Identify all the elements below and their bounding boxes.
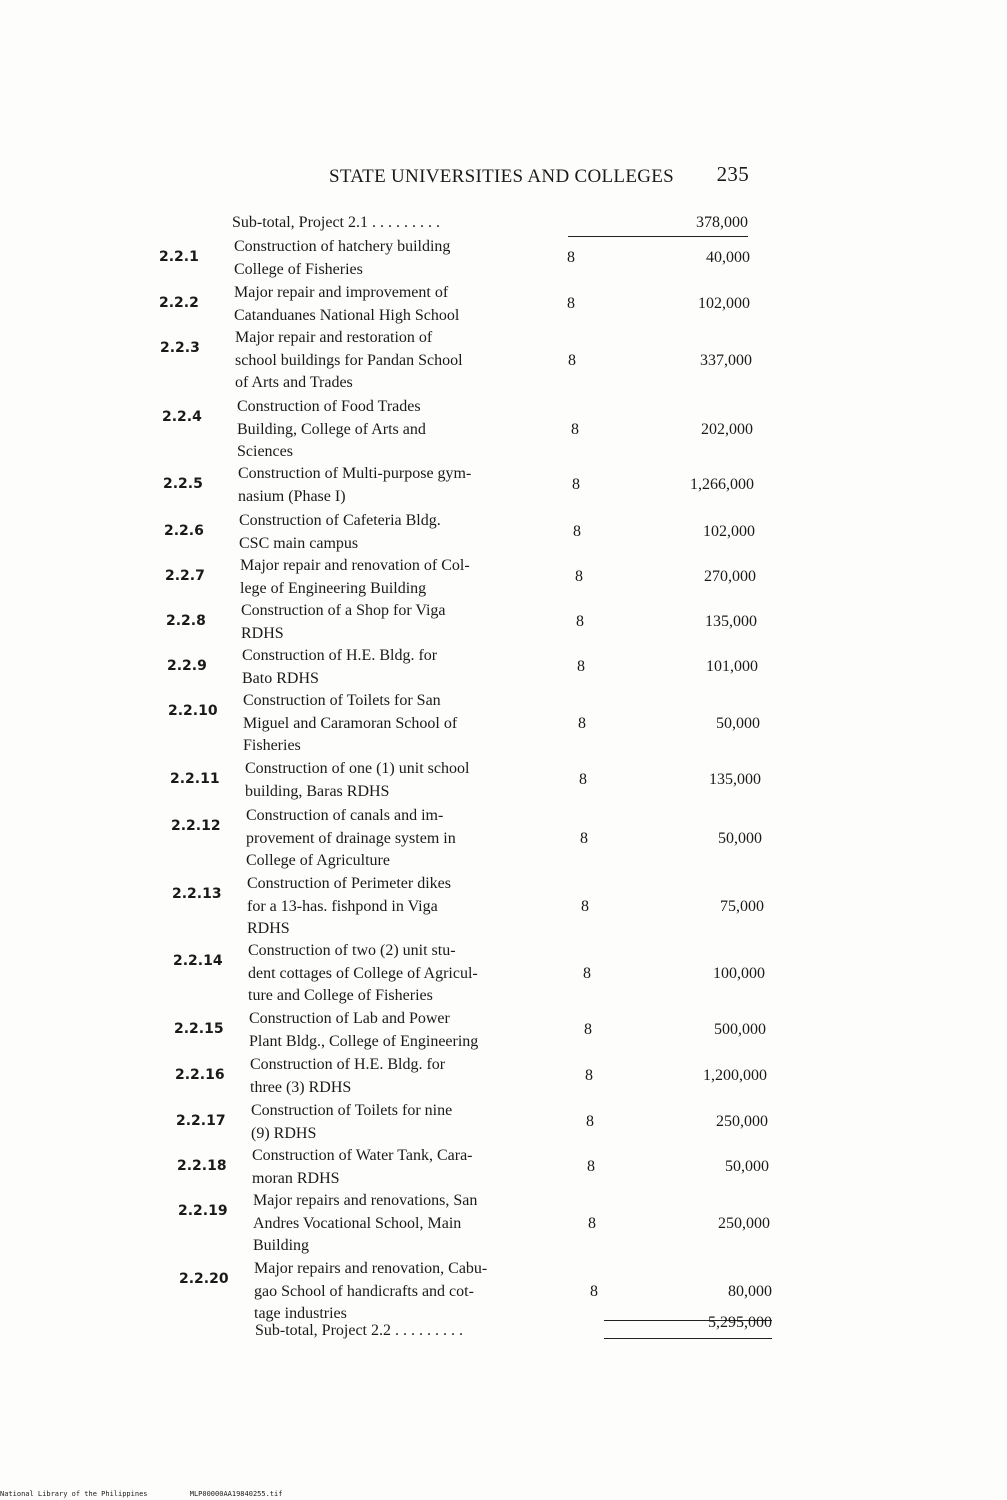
subtotal-amount: 5,295,000 [708,1314,772,1331]
library-name: National Library of the Philippines [0,1490,148,1498]
item-description-line: Sciences [237,443,293,460]
item-number: 2.2.6 [164,523,204,539]
item-code: 8 [580,830,588,847]
item-description-line: moran RDHS [252,1169,340,1187]
item-description-line: Construction of Multi-purpose gym- [238,465,472,482]
item-description-line: (9) RDHS [251,1124,317,1142]
item-description-line: dent cottages of College of Agricul- [248,964,478,982]
item-code: 8 [583,965,591,982]
item-description [237,396,537,464]
item-description-line: Major repairs and renovation, Cabu- [254,1260,488,1277]
item-description [254,1258,554,1326]
item-code: 8 [578,715,586,732]
item-number: 2.2.13 [172,886,222,902]
item-description-line: Major repair and restoration of [235,329,433,346]
item-description [253,1190,553,1258]
item-description-line: Andres Vocational School, Main [253,1214,462,1232]
item-number: 2.2.16 [175,1067,225,1083]
item-description-line: Construction of hatchery building [234,238,451,255]
subtotal-rule [604,1338,772,1339]
item-number: 2.2.18 [177,1158,227,1174]
item-description-line: of Arts and Trades [235,374,353,391]
item-description-line: RDHS [241,624,284,642]
item-amount: 100,000 [713,965,765,982]
item-number: 2.2.8 [166,613,206,629]
item-description-line: Construction of two (2) unit stu- [248,942,456,959]
subtotal-amount: 378,000 [696,214,748,231]
item-description-line: Construction of Cafeteria Bldg. [239,512,441,529]
item-amount: 80,000 [728,1283,772,1300]
item-number: 2.2.10 [168,703,218,719]
item-description [245,758,545,803]
item-number: 2.2.20 [179,1271,229,1287]
item-number: 2.2.3 [160,340,200,356]
item-code: 8 [577,657,585,675]
item-amount: 135,000 [705,612,757,630]
item-description-line: Catanduanes National High School [234,306,460,324]
item-description-line: nasium (Phase I) [238,487,346,505]
page-header [329,162,749,188]
item-amount: 500,000 [714,1020,766,1038]
item-amount: 40,000 [706,248,750,266]
item-description-line: Construction of a Shop for Viga [241,602,446,619]
item-amount: 135,000 [709,770,761,788]
item-number: 2.2.1 [159,249,199,265]
item-amount: 250,000 [716,1112,768,1130]
item-description-line: school buildings for Pandan School [235,351,463,369]
item-code: 8 [590,1283,598,1300]
item-code: 8 [586,1112,594,1130]
item-description [250,1054,550,1099]
file-name: MLP00000AA19840255.tif [189,1490,283,1498]
item-description [240,555,540,600]
item-number: 2.2.2 [159,295,199,311]
item-code: 8 [575,567,583,585]
item-number: 2.2.4 [162,409,202,425]
item-description-line: Miguel and Caramoran School of [243,714,458,732]
item-amount: 1,200,000 [703,1066,767,1084]
item-description-line: Plant Bldg., College of Engineering [249,1032,479,1050]
item-description-line: Construction of Water Tank, Cara- [252,1147,473,1164]
item-code: 8 [567,248,575,266]
item-description-line: Construction of Lab and Power [249,1010,450,1027]
item-amount: 250,000 [718,1215,770,1232]
item-number: 2.2.17 [176,1113,226,1129]
item-description [252,1145,552,1190]
item-description [238,463,538,508]
item-description [241,600,541,645]
item-description-line: RDHS [247,920,290,937]
item-amount: 50,000 [718,830,762,847]
item-description-line: building, Baras RDHS [245,782,390,800]
item-amount: 75,000 [720,898,764,915]
item-amount: 50,000 [725,1157,769,1175]
subtotal-label: Sub-total, Project 2.1 . . . . . . . . . [232,214,440,231]
item-description-line: Bato RDHS [242,669,319,687]
item-description [249,1008,549,1053]
item-description-line: Major repair and renovation of Col- [240,557,470,574]
item-amount: 102,000 [698,294,750,312]
item-number: 2.2.15 [174,1021,224,1037]
item-code: 8 [571,421,579,438]
item-description [242,645,542,690]
item-description-line: Major repair and improvement of [234,284,449,301]
item-code: 8 [584,1020,592,1038]
item-number: 2.2.14 [173,953,223,969]
item-amount: 202,000 [701,421,753,438]
item-code: 8 [568,352,576,369]
item-code: 8 [573,522,581,540]
item-description-line: Construction of canals and im- [246,807,444,824]
item-description-line: provement of drainage system in [246,829,456,847]
item-amount: 50,000 [716,715,760,732]
item-amount: 101,000 [706,657,758,675]
item-description [248,940,548,1008]
item-code: 8 [567,294,575,312]
item-description-line: three (3) RDHS [250,1078,352,1096]
item-description [239,510,539,555]
item-description-line: Construction of Food Trades [237,398,421,415]
item-description-line: Fisheries [243,737,301,754]
item-description-line: Construction of H.E. Bldg. for [242,647,438,664]
item-number: 2.2.5 [163,476,203,492]
item-description [234,236,534,281]
scan-footer [0,1490,320,1498]
item-description-line: Construction of H.E. Bldg. for [250,1056,446,1073]
item-description-line: CSC main campus [239,534,359,552]
item-description [243,690,543,758]
item-description-line: Construction of Perimeter dikes [247,875,451,892]
item-description [247,873,547,941]
item-code: 8 [587,1157,595,1175]
item-amount: 1,266,000 [690,475,754,493]
item-description [251,1100,551,1145]
item-amount: 102,000 [703,522,755,540]
item-description-line: for a 13-has. fishpond in Viga [247,897,438,915]
item-number: 2.2.9 [167,658,207,674]
item-description [246,805,546,873]
item-number: 2.2.11 [170,771,220,787]
item-description-line: College of Agriculture [246,852,390,869]
item-description-line: Construction of Toilets for nine [251,1102,453,1119]
item-description [235,327,535,395]
subtotal-label: Sub-total, Project 2.2 . . . . . . . . . [255,1322,463,1339]
item-code: 8 [576,612,584,630]
item-description-line: Construction of one (1) unit school [245,760,470,777]
item-description-line: ture and College of Fisheries [248,987,433,1004]
item-amount: 270,000 [704,567,756,585]
item-description-line: gao School of handicrafts and cot- [254,1282,474,1300]
item-description-line: Building [253,1237,310,1254]
item-code: 8 [585,1066,593,1084]
item-description-line: College of Fisheries [234,260,363,278]
item-number: 2.2.19 [178,1203,228,1219]
item-code: 8 [572,475,580,493]
item-description-line: Construction of Toilets for San [243,692,441,709]
item-description [234,282,534,327]
item-description-line: Major repairs and renovations, San [253,1192,478,1209]
item-number: 2.2.7 [165,568,205,584]
item-description-line: lege of Engineering Building [240,579,427,597]
item-code: 8 [579,770,587,788]
item-description-line: Building, College of Arts and [237,420,426,438]
item-description-line: tage industries [254,1305,347,1322]
item-number: 2.2.12 [171,818,221,834]
item-code: 8 [588,1215,596,1232]
section-title: STATE UNIVERSITIES AND COLLEGES [329,166,675,187]
subtotal-rule [568,236,748,237]
page-number: 235 [716,162,749,186]
item-amount: 337,000 [700,352,752,369]
item-code: 8 [581,898,589,915]
